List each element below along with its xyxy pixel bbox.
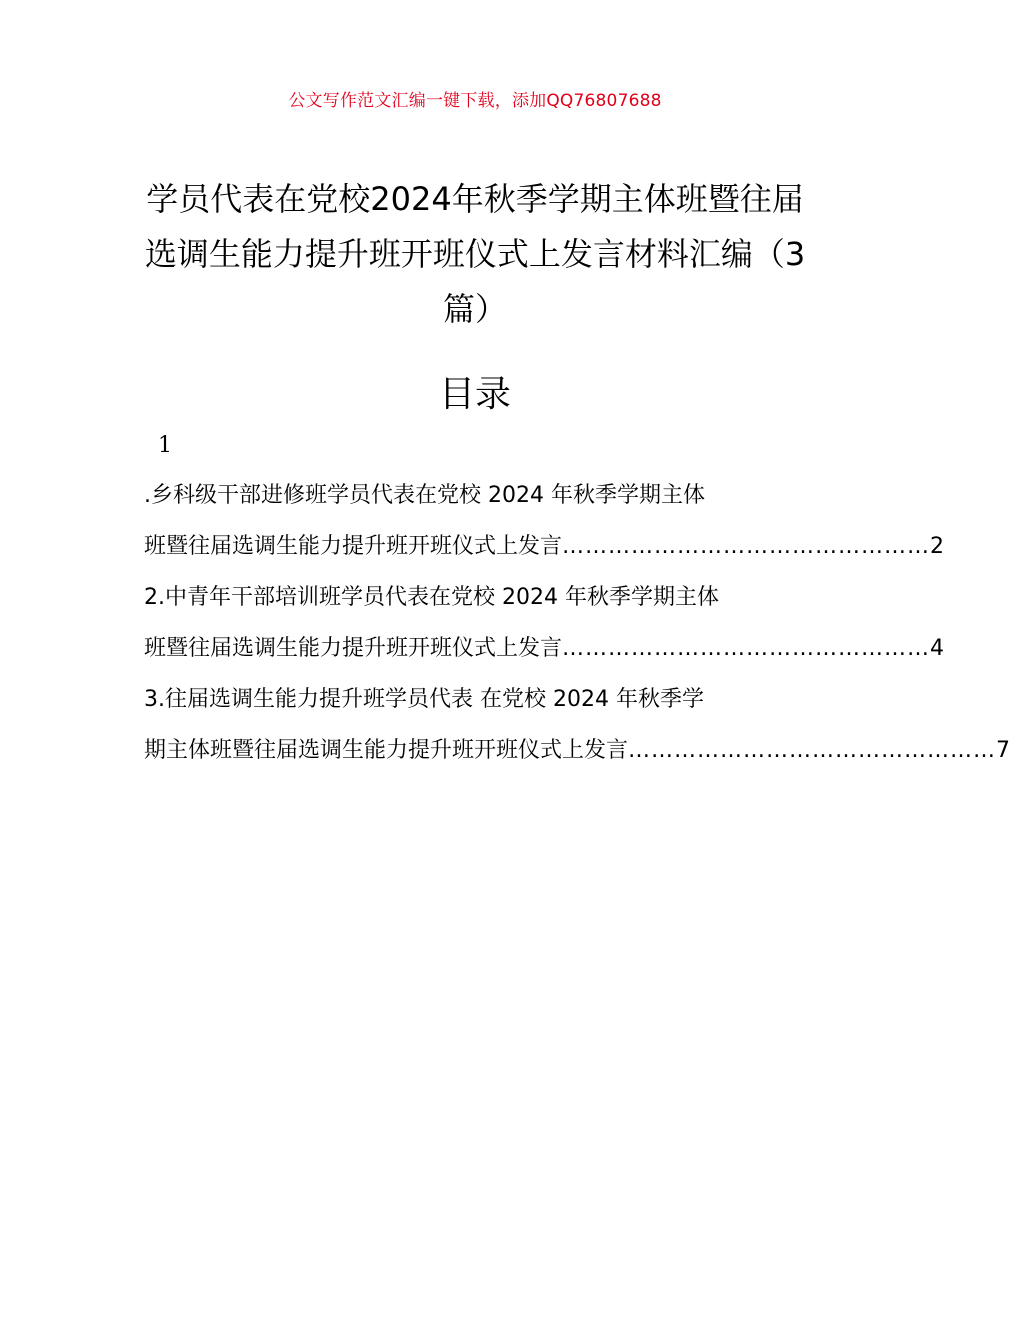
toc-entry[interactable] — [144, 572, 945, 674]
toc-entry-line: 2.中青年干部培训班学员代表在党校 2024 年秋季学期主体 — [144, 585, 719, 610]
header-download-note: 公文写作范文汇编一键下载，添加QQ76807688 — [288, 91, 662, 111]
toc-entry-line: 班暨往届选调生能力提升班开班仪式上发言 — [144, 534, 563, 559]
toc-list — [144, 470, 1010, 776]
toc-entry-line: 班暨往届选调生能力提升班开班仪式上发言 — [144, 636, 563, 661]
toc-leader-dots: ………………………………………… — [562, 636, 931, 661]
toc-entry-line: 期主体班暨往届选调生能力提升班开班仪式上发言 — [144, 738, 629, 763]
toc-page-number: 4 — [930, 636, 945, 661]
document-title: 学员代表在党校2024年秋季学期主体班暨往届选调生能力提升班开班仪式上发言材料汇编（3篇） — [144, 180, 806, 328]
toc-stray-number: 1 — [158, 433, 172, 458]
toc-entry-line: 3.往届选调生能力提升班学员代表 在党校 2024 年秋季学 — [144, 687, 704, 712]
toc-page-number: 7 — [996, 738, 1010, 763]
toc-entry[interactable] — [144, 470, 945, 572]
toc-heading: 目录 — [438, 374, 511, 415]
toc-page-number: 2 — [930, 534, 945, 559]
toc-entry-line: .乡科级干部进修班学员代表在党校 2024 年秋季学期主体 — [144, 483, 705, 508]
toc-leader-dots: ………………………………………… — [562, 534, 931, 559]
toc-entry[interactable] — [144, 674, 1010, 776]
toc-leader-dots: ………………………………………… — [628, 738, 997, 763]
